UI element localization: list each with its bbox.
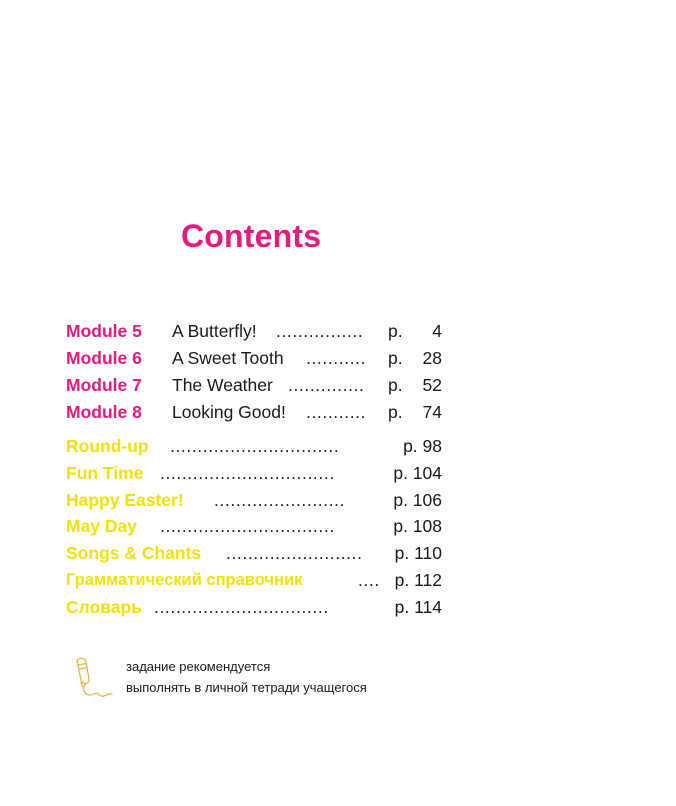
toc-section-row[interactable] — [66, 514, 442, 538]
leader-dots: ............................... — [170, 436, 340, 456]
leader-dots: ......................... — [226, 543, 363, 563]
leader-dots: .... — [358, 570, 380, 590]
section-label: Fun Time — [66, 463, 144, 483]
section-label: Happy Easter! — [66, 490, 184, 510]
module-title: A Sweet Tooth — [172, 348, 284, 368]
note-line-2: выполнять в личной тетради учащегося — [126, 680, 367, 695]
leader-dots: ................................ — [160, 463, 335, 483]
section-label: May Day — [66, 516, 138, 536]
toc-section-row[interactable] — [66, 568, 442, 592]
page-number: p. 108 — [393, 516, 442, 536]
page-number: 52 — [422, 375, 442, 395]
toc-section-row[interactable] — [66, 488, 442, 512]
page-number: p. 110 — [394, 543, 442, 563]
toc-section-row[interactable] — [66, 541, 442, 565]
module-title: A Butterfly! — [172, 321, 257, 341]
pen-icon — [72, 655, 126, 703]
page-number: 74 — [422, 402, 442, 422]
page-number: p. 112 — [394, 570, 442, 590]
page-prefix: p. — [388, 321, 403, 341]
note-line-1: задание рекомендуется — [126, 659, 271, 674]
toc-module-row[interactable] — [66, 319, 442, 343]
section-label: Songs & Chants — [66, 543, 202, 563]
page-number: p. 106 — [393, 490, 442, 510]
leader-dots: ................................ — [154, 597, 329, 617]
module-label: Module 7 — [66, 375, 142, 395]
section-label: Грамматический справочник — [66, 571, 303, 589]
toc-section-row[interactable] — [66, 595, 442, 619]
leader-dots: ........... — [306, 402, 367, 422]
toc-section-row[interactable] — [66, 461, 442, 485]
leader-dots: ........... — [306, 348, 367, 368]
page-title: Contents — [181, 218, 322, 254]
module-label: Module 8 — [66, 402, 142, 422]
leader-dots: ................................ — [160, 516, 335, 536]
page-number: p. 98 — [403, 436, 442, 456]
toc-module-row[interactable] — [66, 400, 442, 424]
toc-module-row[interactable] — [66, 373, 442, 397]
module-title: The Weather — [172, 375, 273, 395]
page-number: p. 104 — [393, 463, 442, 483]
toc-module-row[interactable] — [66, 346, 442, 370]
toc-section-row[interactable] — [66, 434, 442, 458]
page-number: p. 114 — [394, 597, 442, 617]
module-title: Looking Good! — [172, 402, 286, 422]
module-label: Module 5 — [66, 321, 142, 341]
section-label: Round-up — [66, 436, 149, 456]
page-prefix: p. — [388, 375, 403, 395]
page-number: 4 — [432, 321, 442, 341]
page-prefix: p. — [388, 402, 403, 422]
section-label: Словарь — [66, 597, 142, 617]
module-label: Module 6 — [66, 348, 142, 368]
page-number: 28 — [422, 348, 442, 368]
page-prefix: p. — [388, 348, 403, 368]
leader-dots: ................ — [276, 321, 364, 341]
leader-dots: .............. — [288, 375, 365, 395]
leader-dots: ........................ — [214, 490, 346, 510]
